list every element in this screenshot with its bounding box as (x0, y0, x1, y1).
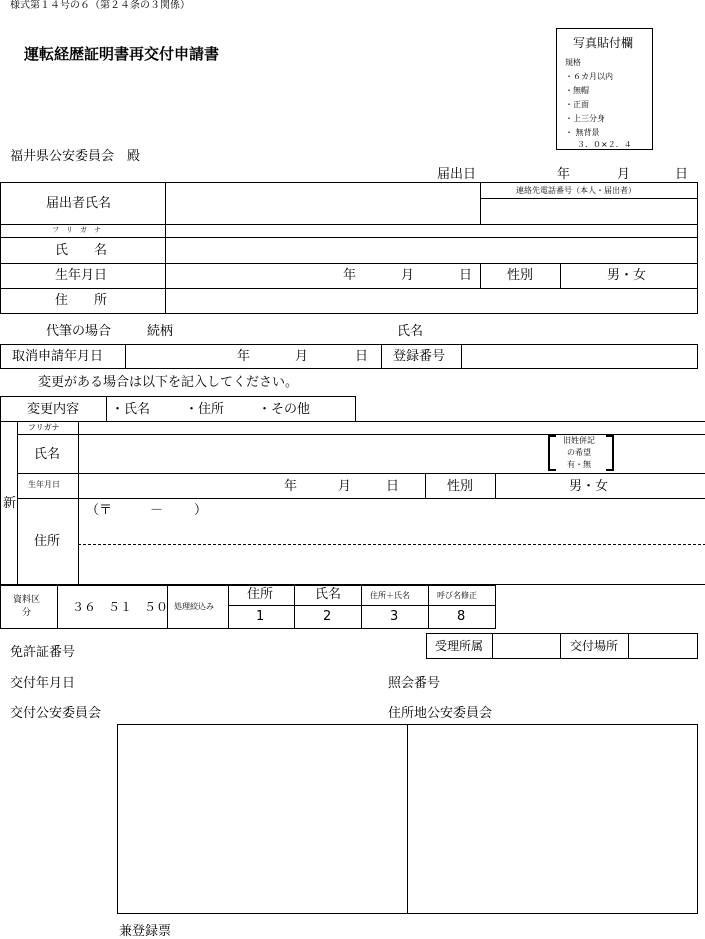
new-gender-value[interactable]: 男・女 (569, 479, 609, 494)
kubun-label-1: 資料区 (13, 595, 41, 605)
change-option-other[interactable]: ・その他 (258, 402, 311, 417)
gender-label: 性別 (507, 268, 534, 283)
date-year: 年 (557, 167, 571, 182)
change-option-address[interactable]: ・住所 (185, 402, 225, 417)
stamp-area-left[interactable] (117, 724, 408, 914)
new-birth-year: 年 (284, 479, 298, 494)
photo-spec-5: ・ 無背景 (565, 128, 600, 137)
issue-place-input[interactable] (630, 635, 696, 657)
data-value-1: 1 (256, 609, 265, 624)
new-furigana-input[interactable] (80, 423, 704, 433)
license-no-label: 免許証番号 (10, 645, 76, 660)
cancel-day: 日 (355, 349, 369, 364)
data-value-3: 3 (390, 609, 399, 624)
phone-label: 連絡先電話番号（本人・届出者） (516, 186, 636, 195)
photo-size: ３．０×２．４ (577, 140, 632, 149)
date-label: 届出日 (437, 167, 477, 182)
reg-input[interactable] (463, 346, 696, 367)
received-label: 受理所属 (435, 639, 484, 653)
birth-label: 生年月日 (55, 268, 108, 283)
issuing-commission-label: 交付公安委員会 (10, 706, 102, 721)
new-address-label: 住所 (34, 534, 61, 549)
gender-value[interactable]: 男・女 (607, 268, 647, 283)
birth-month: 月 (401, 268, 415, 283)
photo-box (556, 28, 653, 150)
instruction-text: 変更がある場合は以下を記入してください。 (38, 375, 299, 390)
data-value-2: 2 (323, 609, 332, 624)
proxy-relation: 続柄 (147, 324, 174, 339)
form-number: 様式第１４号の６（第２４条の３関係） (10, 0, 190, 11)
postal-close: ） (194, 503, 208, 518)
inquiry-no-label: 照会番号 (388, 676, 441, 691)
photo-spec-label: 規格 (565, 58, 581, 67)
furigana-input[interactable] (167, 226, 696, 236)
old-name-line-1: 旧姓併記 (563, 436, 595, 445)
phone-input[interactable] (482, 200, 696, 222)
photo-spec-4: ・上三分身 (565, 114, 605, 123)
new-name-input[interactable] (80, 436, 544, 472)
date-day: 日 (675, 167, 689, 182)
new-name-label: 氏名 (34, 447, 61, 462)
change-label: 変更内容 (27, 402, 80, 417)
old-name-choice[interactable]: 有・無 (567, 460, 591, 469)
new-address-input[interactable] (80, 522, 704, 582)
new-side-label: 新 (3, 496, 17, 511)
applicant-name-label: 届出者氏名 (46, 196, 112, 211)
address-input[interactable] (167, 290, 696, 312)
photo-heading: 写真貼付欄 (573, 36, 634, 50)
reg-label: 登録番号 (393, 349, 446, 364)
new-furigana-label: フリガナ (28, 423, 60, 432)
registry-label: 兼登録票 (119, 924, 172, 939)
address-label: 住 所 (55, 293, 108, 308)
shori-label: 処理絞込み (174, 602, 214, 611)
cancel-year: 年 (237, 349, 251, 364)
issue-date-label: 交付年月日 (10, 676, 76, 691)
cancel-label: 取消申請年月日 (12, 349, 104, 364)
postal-dash: － (150, 503, 164, 518)
photo-spec-2: ・無帽 (565, 86, 589, 95)
birth-year: 年 (343, 268, 357, 283)
applicant-name-input[interactable] (167, 184, 478, 222)
new-birth-month: 月 (338, 479, 352, 494)
new-birth-day: 日 (386, 479, 400, 494)
proxy-name: 氏名 (397, 324, 424, 339)
photo-spec-3: ・正面 (565, 100, 589, 109)
furigana-label: フ リ ガ ナ (52, 226, 101, 234)
postal-code-input[interactable] (108, 500, 192, 520)
shimei-label: 氏 名 (55, 243, 108, 258)
document-title: 運転経歴証明書再交付申請書 (24, 45, 220, 63)
residence-commission-label: 住所地公安委員会 (388, 706, 493, 721)
addressee: 福井県公安委員会 殿 (10, 149, 141, 164)
birth-day: 日 (459, 268, 473, 283)
data-value-8: 8 (457, 609, 466, 624)
data-header-address-name: 住所＋氏名 (370, 591, 410, 600)
received-input[interactable] (494, 635, 558, 657)
proxy-label: 代筆の場合 (46, 324, 112, 339)
issue-place-label: 交付場所 (570, 639, 619, 653)
postal-open: （〒 (86, 503, 113, 518)
old-name-line-2: の希望 (567, 448, 591, 457)
date-month: 月 (617, 167, 631, 182)
new-gender-label: 性別 (447, 479, 474, 494)
cancel-month: 月 (295, 349, 309, 364)
stamp-area-right[interactable] (407, 724, 698, 914)
photo-spec-1: ・６カ月以内 (565, 72, 613, 81)
kubun-code: ３６ ５１ ５０ (72, 600, 169, 614)
change-option-name[interactable]: ・氏名 (111, 402, 151, 417)
kubun-label-2: 分 (22, 608, 32, 618)
data-header-yobina: 呼び名修正 (437, 591, 477, 600)
new-birth-label: 生年月日 (28, 480, 60, 489)
data-header-name: 氏名 (315, 587, 342, 602)
shimei-input[interactable] (167, 239, 696, 262)
data-header-address: 住所 (247, 587, 274, 602)
